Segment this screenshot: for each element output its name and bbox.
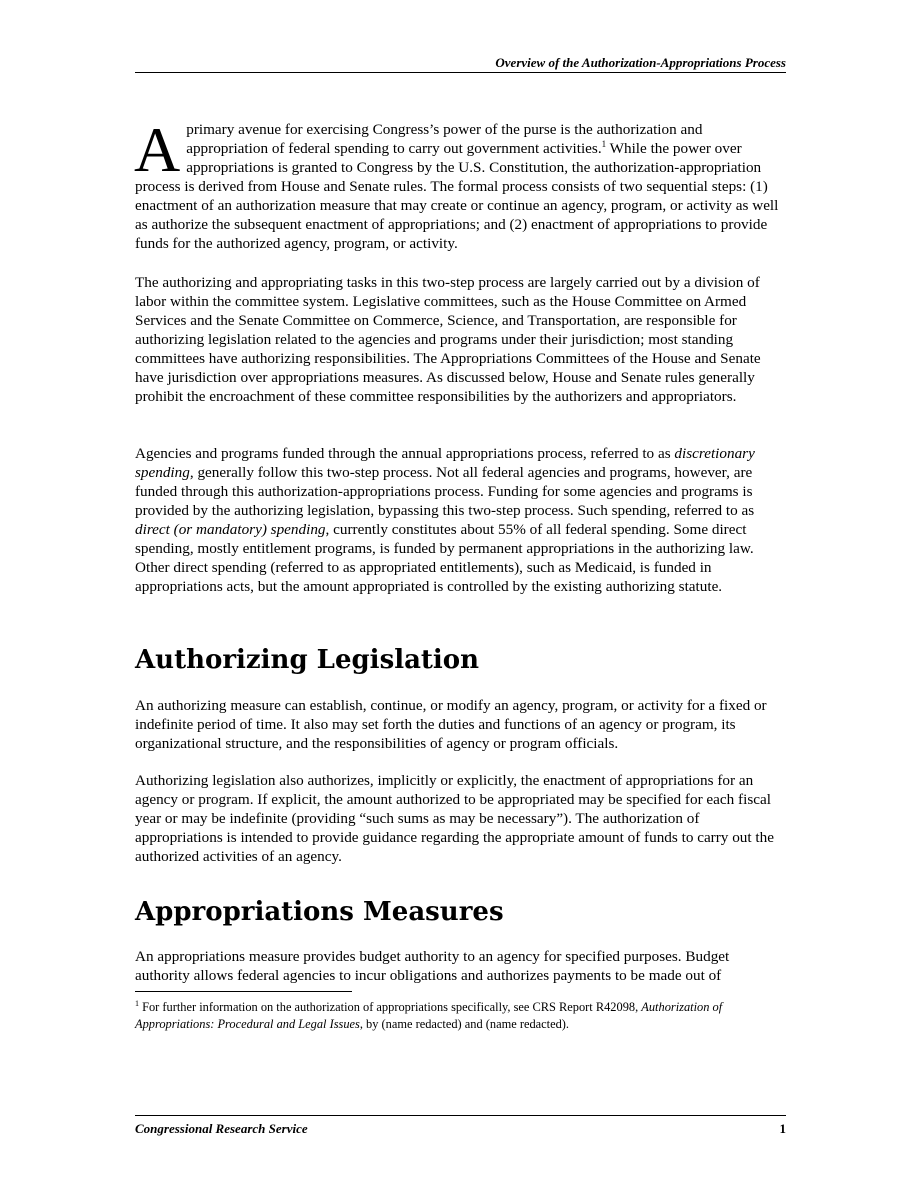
footnote-text-b: , by (name redacted) and (name redacted). [359,1017,570,1031]
term-discretionary-spending: discretionary spending [135,445,755,481]
section-heading-authorizing: Authorizing Legislation [135,645,480,675]
intro-p3-text-a: Agencies and programs funded through the annual appropriations process, referred to as [135,445,675,462]
page-number: 1 [779,1121,786,1136]
footnote-number: 1 [135,999,139,1008]
footnote [135,999,787,1033]
header-rule [135,72,786,73]
intro-p1-text-b: While the power over appropriations is granted to Congress by the U.S. Constitution, the authorization-appropriation process is derived from House and Senate rules. The formal process consists of two sequential steps: (1) enactment of an authorization measure that may create or continue an agency, program, or activity as well as authorize the subsequent enactment of appropriations; and (2) enactment of appropriations to provide funds for the authorized agency, program, or activity. [135,140,779,252]
intro-paragraph-1 [134,114,787,253]
running-header: Overview of the Authorization-Appropriations Process [495,55,786,70]
footnote-text-a: For further information on the authorization of appropriations specifically, see CRS Report R42098, [139,1000,642,1014]
section-heading-appropriations: Appropriations Measures [135,897,504,927]
intro-p3-text-c: , currently constitutes about 55% of all federal spending. Some direct spending, mostly entitlement programs, is funded by permanent appropriations in the authorizing law. Other direct spending (referred to as appropriated entitlements), such as Medicaid, is funded in appropriations acts, but the amount appropriated is controlled by the existing authorizing statute. [135,521,754,595]
authorizing-paragraph-2 [135,771,787,866]
authorizing-p1-text: An authorizing measure can establish, continue, or modify an agency, program, or activity for a fixed or indefinite period of time. It also may set forth the duties and functions of an agency or program, its organizational structure, and the responsibilities of agency or program officials. [135,697,767,752]
term-direct-spending: direct (or mandatory) spending [135,521,326,538]
authorizing-p2-text: Authorizing legislation also authorizes, implicitly or explicitly, the enactment of appropriations for an agency or program. If explicit, the amount authorized to be appropriated may be specified for each fiscal year or may be indefinite (providing “such sums as may be necessary”). The authorization of appropriations is intended to provide guidance regarding the appropriate amount of funds to carry out the authorized activities of an agency. [135,772,774,865]
footnote-report-title: Authorization of Appropriations: Procedural and Legal Issues [135,1000,723,1031]
intro-p3-text-b: , generally follow this two-step process. Not all federal agencies and programs, however, are funded through this authorization-appropriations process. Funding for some agencies and programs is provided by the authorizing legislation, bypassing this two-step process. Such spending, referred to as [135,464,755,519]
intro-p2-text: The authorizing and appropriating tasks in this two-step process are largely carried out by a division of labor within the committee system. Legislative committees, such as the House Committee on Armed Services and the Senate Committee on Commerce, Science, and Transportation, are responsible for authorizing legislation related to the agencies and programs under their jurisdiction; most standing committees have authorizing responsibilities. The Appropriations Committees of the House and Senate have jurisdiction over appropriations measures. As discussed below, House and Senate rules generally prohibit the encroachment of these committee responsibilities by the authorizers and appropriators. [135,274,761,405]
footnote-rule [135,991,352,992]
appropriations-paragraph-1 [135,947,787,985]
intro-paragraph-3 [135,444,787,596]
footer-publisher: Congressional Research Service [135,1121,308,1136]
intro-p1-text-a: primary avenue for exercising Congress’s power of the purse is the authorization and appropriation of federal spending to carry out government activities. [186,121,703,157]
footnote-ref[interactable]: 1 [601,139,607,149]
drop-cap: A [134,114,181,185]
footer-rule [135,1115,786,1116]
intro-paragraph-2 [135,273,787,406]
appropriations-p1-text: An appropriations measure provides budget authority to an agency for specified purposes. Budget authority allows federal agencies to incur obligations and authorizes payments to be made out of [135,948,730,984]
authorizing-paragraph-1 [135,696,787,753]
